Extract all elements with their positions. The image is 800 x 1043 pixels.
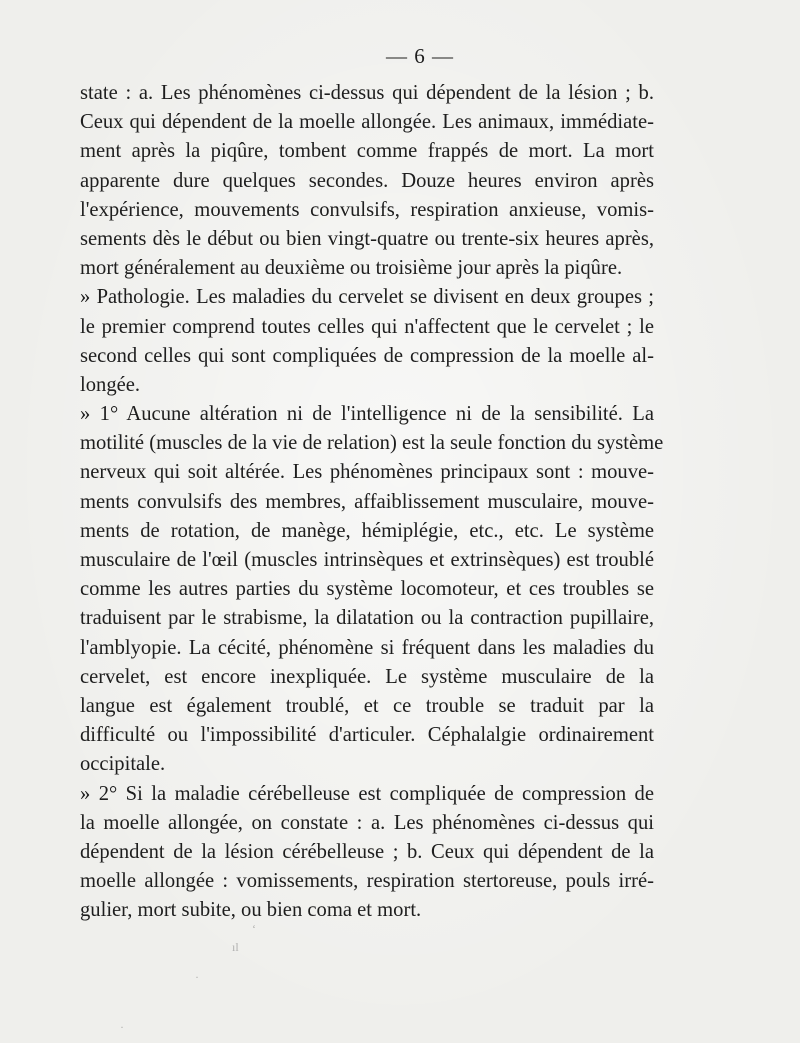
text-line: cervelet, est encore inexpliquée. Le système musculaire de la <box>80 665 654 688</box>
text-line: le premier comprend toutes celles qui n'affectent que le cervelet ; le <box>80 315 654 338</box>
text-line: comme les autres parties du système locomoteur, et ces troubles se <box>80 578 654 601</box>
text-line: occipitale. <box>80 753 166 776</box>
text-line: l'amblyopie. La cécité, phénomène si fréquent dans les maladies du <box>80 636 654 659</box>
text-line: dépendent de la lésion cérébelleuse ; b. Ceux qui dépendent de la <box>80 840 654 863</box>
text-line: ment après la piqûre, tombent comme frappés de mort. La mort <box>80 140 654 163</box>
text-line: traduisent par le strabisme, la dilatation ou la contraction pupillaire, <box>80 607 654 630</box>
text-line: ments de rotation, de manège, hémiplégie, etc., etc. Le système <box>80 519 654 542</box>
ink-speck: ʻ <box>252 922 256 936</box>
text-line: longée. <box>80 373 141 396</box>
ink-speck: · <box>195 970 199 984</box>
text-line: state : a. Les phénomènes ci-dessus qui dépendent de la lésion ; b. <box>80 82 654 104</box>
text-line: gulier, mort subite, ou bien coma et mort. <box>80 899 422 922</box>
text-line: second celles qui sont compliquées de compression de la moelle al- <box>80 344 654 367</box>
paragraph-2-line: » 2° Si la maladie cérébelleuse est compliquée de compression de <box>80 782 654 805</box>
body-text <box>80 79 664 925</box>
text-line: apparente dure quelques secondes. Douze heures environ après <box>80 169 654 192</box>
ink-speck: · <box>120 1020 124 1034</box>
text-line: la moelle allongée, on constate : a. Les phénomènes ci-dessus qui <box>80 811 654 834</box>
text-line: musculaire de l'œil (muscles intrinsèques et extrinsèques) est troublé <box>80 549 654 571</box>
text-line: nerveux qui soit altérée. Les phénomènes principaux sont : mouve- <box>80 461 654 484</box>
paragraph-1-line: » 1° Aucune altération ni de l'intelligence ni de la sensibilité. La <box>80 403 654 426</box>
text-line: Ceux qui dépendent de la moelle allongée. Les animaux, immédiate- <box>80 111 654 134</box>
text-line: sements dès le début ou bien vingt-quatre ou trente-six heures après, <box>80 227 654 250</box>
text-line: moelle allongée : vomissements, respiration stertoreuse, pouls irré- <box>80 870 654 893</box>
text-line: mort généralement au deuxième ou troisième jour après la piqûre. <box>80 257 623 280</box>
paragraph-pathologie-line: » Pathologie. Les maladies du cervelet se divisent en deux groupes ; <box>80 286 654 309</box>
ink-speck: ıl <box>232 940 239 954</box>
text-line: langue est également troublé, et ce trouble se traduit par la <box>80 694 654 717</box>
text-line: difficulté ou l'impossibilité d'articuler. Céphalalgie ordinairement <box>80 724 654 747</box>
text-line: motilité (muscles de la vie de relation) est la seule fonction du système <box>80 432 664 455</box>
text-line: l'expérience, mouvements convulsifs, respiration anxieuse, vomis- <box>80 198 654 221</box>
page-number: — 6 — <box>386 44 454 68</box>
text-line: ments convulsifs des membres, affaiblissement musculaire, mouve- <box>80 490 654 513</box>
